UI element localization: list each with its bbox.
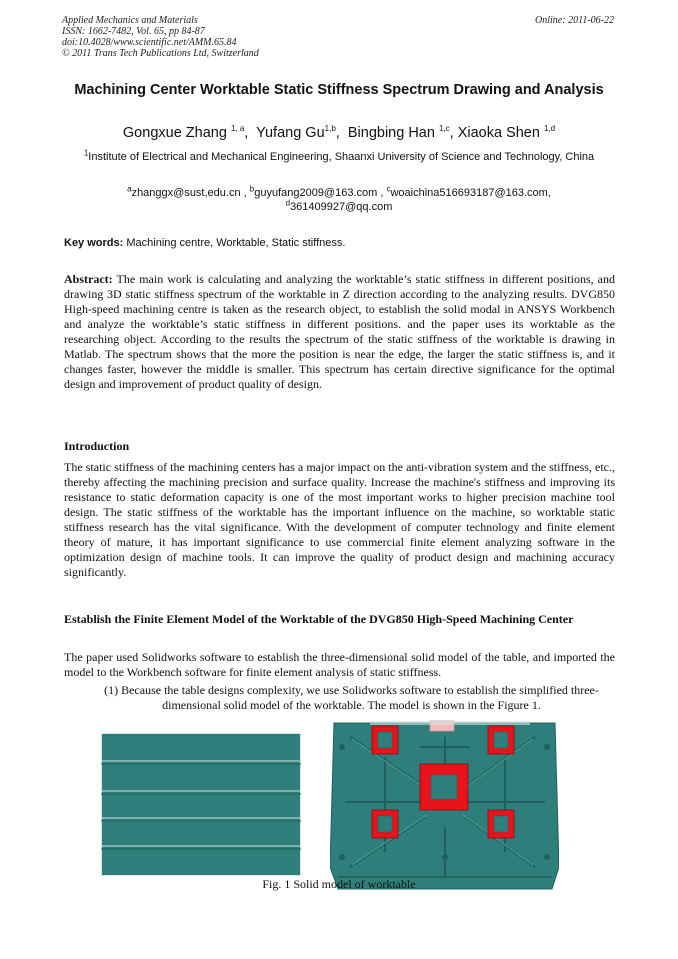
- journal-doi: doi:10.4028/www.scientific.net/AMM.65.84: [62, 37, 237, 48]
- worktable-top-view-image: [101, 733, 301, 876]
- fe-model-list-item: (1) Because the table designs complexity, we use Solidworks software to establish the simplified three-dimensional solid model of the worktable. The model is shown in the Figure 1.: [104, 683, 599, 712]
- email-superscript: b: [249, 184, 255, 194]
- author-name: Yufang Gu: [256, 125, 325, 141]
- worktable-bottom-view-image: [330, 717, 559, 890]
- author-name: Bingbing Han: [347, 125, 435, 141]
- introduction-paragraph: The static stiffness of the machining centers has a major impact on the anti-vibration system and the stiffness, etc., thereby affecting the machining precision and surface quality. Increase the machine's stiffness and improving its resistance to static deformation capacity is one of the most important works to higher precision machine tool design. The static stiffness of the worktable has the important influence on the machine, so worktable static stiffness research has the vital significance. With the development of computer technology and finite element theory of mature, it has important significance to use commercial finite element analyzing software in the optimization design of machine tools. It can improve the quality of product design and machining accuracy significantly.: [64, 460, 615, 579]
- journal-name: Applied Mechanics and Materials: [62, 15, 198, 26]
- email-address: 361409927@qq.com: [290, 201, 393, 213]
- email-list: $^a$zhanggx@sust,edu.cn , $^b$guyufang2009@163.com , $^c$woaichina516693187@163.com, $^d$361409927@qq.com: [127, 184, 551, 213]
- author-name: Gongxue Zhang: [122, 125, 227, 141]
- abstract-label: Abstract:: [64, 272, 113, 286]
- figure-caption: Fig. 1 Solid model of worktable: [262, 877, 416, 891]
- author-name: Xiaoka Shen: [457, 125, 540, 141]
- abstract: [64, 272, 615, 392]
- email-superscript: d: [285, 198, 291, 208]
- author-superscript: 1,c: [438, 124, 450, 134]
- top-light-edge: [370, 721, 530, 725]
- fe-model-heading: Establish the Finite Element Model of the Worktable of the DVG850 High-Speed Machining Center: [64, 612, 574, 626]
- affiliation: [62, 150, 616, 164]
- email-address: zhanggx@sust,edu.cn: [131, 187, 241, 199]
- keywords-text: Machining centre, Worktable, Static stiffness.: [126, 237, 346, 249]
- email-address: woaichina516693187@163.com,: [390, 187, 551, 199]
- keywords: [64, 236, 616, 250]
- author-superscript: 1, a: [230, 124, 245, 134]
- paper-title: Machining Center Worktable Static Stiffness Spectrum Drawing and Analysis: [74, 82, 604, 98]
- author-superscript: 1,b: [324, 124, 336, 134]
- affiliation-text: Institute of Electrical and Mechanical Engineering, Shaanxi University of Science and Technology, China: [88, 151, 595, 163]
- online-date: Online: 2011-06-22: [535, 15, 614, 26]
- email-superscript: c: [386, 184, 391, 194]
- affiliation-superscript: 1: [83, 148, 89, 158]
- email-address: guyufang2009@163.com: [254, 187, 378, 199]
- journal-copyright: © 2011 Trans Tech Publications Ltd, Switzerland: [62, 48, 259, 59]
- journal-header: [62, 15, 259, 59]
- journal-issn: ISSN: 1662-7482, Vol. 65, pp 84-87: [62, 26, 205, 37]
- abstract-text: The main work is calculating and analyzing the worktable’s static stiffness in different positions, and drawing 3D static stiffness spectrum of the worktable in Z direction according to the analyzing results. DVG850 High-speed machining centre is taken as the research object, to establish the solid modal in ANSYS Workbench and analyze the worktable’s static stiffness in different positions. and the paper uses its worktable as the researching object. According to the results the spectrum of the static stiffness of the worktable is drawing in Matlab. The spectrum shows that the more the position is near the edge, the larger the static stiffness is, and it changes faster, however the middle is smaller. This spectrum has certain directive significance for the optimal design and improvement of product quality of design.: [64, 272, 615, 391]
- keywords-label: Key words:: [64, 237, 124, 249]
- worktable-top-surface: [102, 734, 301, 876]
- introduction-heading: Introduction: [64, 439, 130, 453]
- email-superscript: a: [127, 184, 132, 194]
- author-list: Gongxue Zhang $^{1, a}$, Yufang Gu$^{1,b}$, Bingbing Han $^{1,c}$, Xiaoka Shen $^{1,d}$: [122, 124, 556, 141]
- author-superscript: 1,d: [543, 124, 556, 134]
- fe-model-paragraph: The paper used Solidworks software to establish the three-dimensional solid model of the table, and imported the model to the Workbench software for finite element analysis of static stiffness.: [64, 650, 615, 679]
